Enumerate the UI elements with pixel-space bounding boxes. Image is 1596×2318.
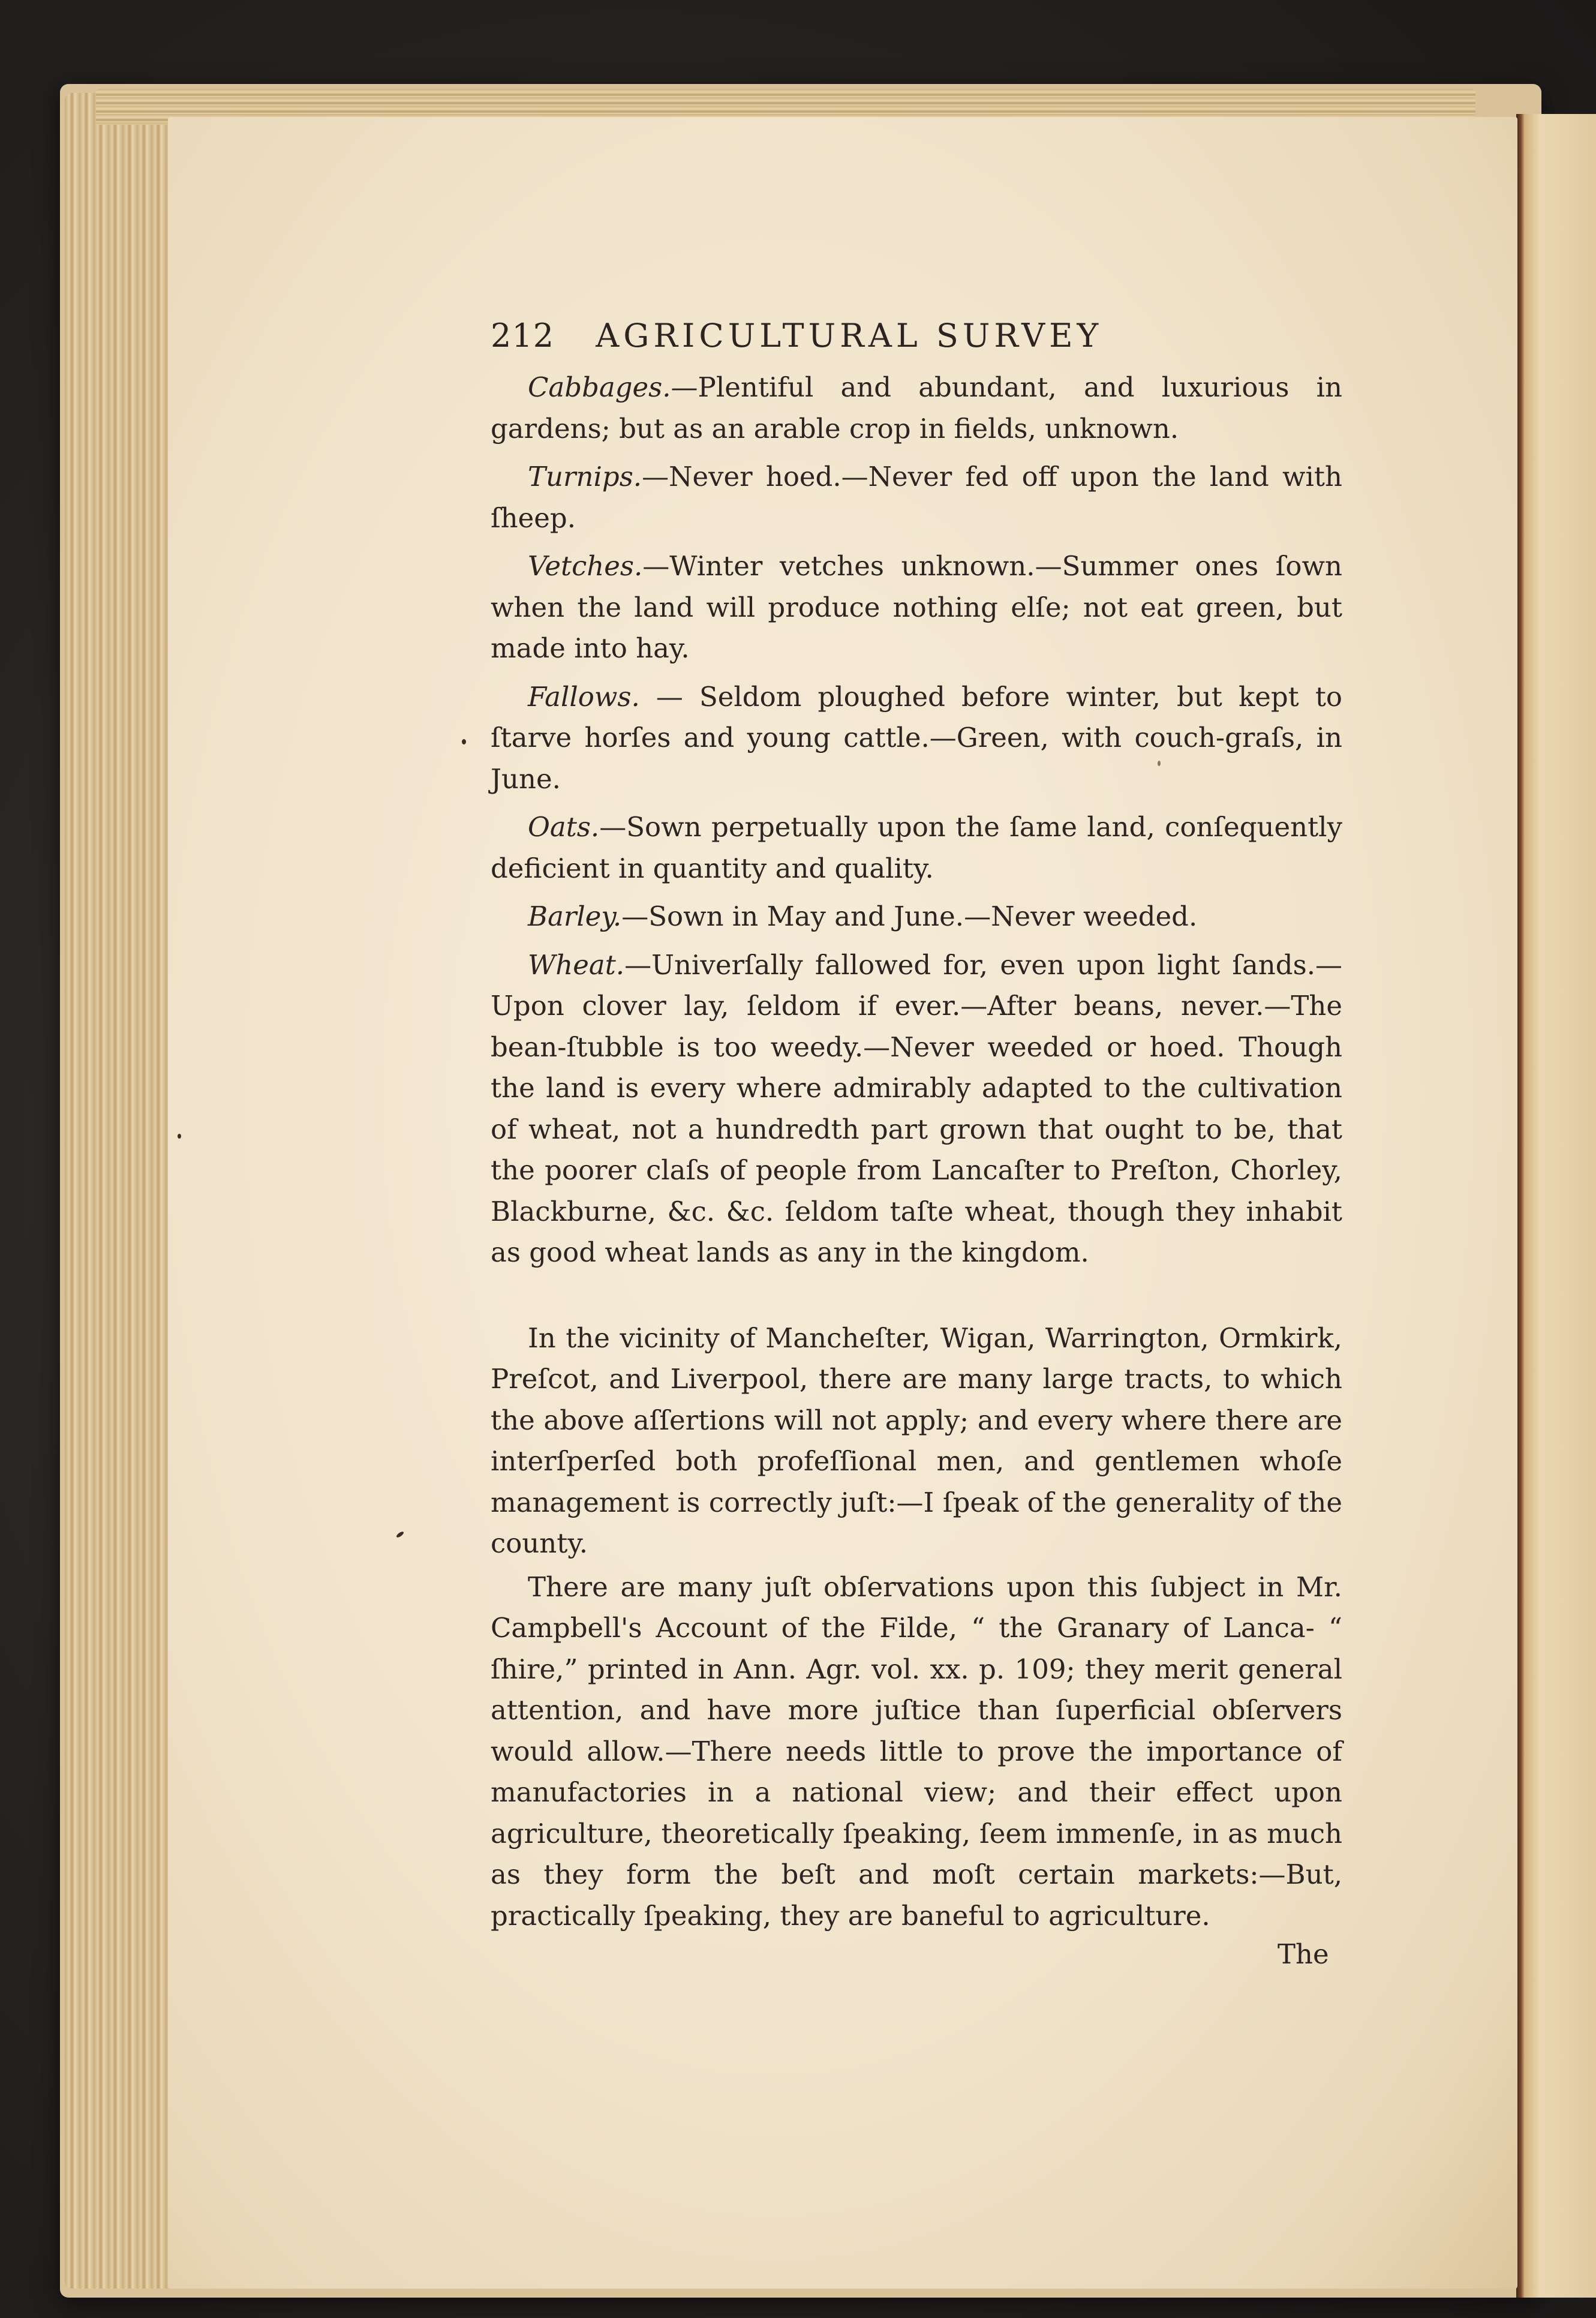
entry-term: Barley.: [528, 900, 622, 932]
running-head: [491, 316, 1342, 356]
entry-text: — Seldom ploughed before winter, but kept to ſtarve horſes and young cattle.—Green, with couch-graſs, in June.: [491, 680, 1342, 795]
entry-fallows: [491, 677, 1342, 800]
entry-text: —Plentiful and abundant, and luxurious in gardens; but as an arable crop in fields, unknown.: [491, 371, 1342, 445]
entry-wheat: [491, 945, 1342, 1274]
running-title: AGRICULTURAL SURVEY: [596, 317, 1103, 355]
ink-speck: [462, 739, 466, 744]
entry-term: Turnips.: [528, 461, 642, 493]
entry-text: —Never hoed.—Never fed off upon the land with ſheep.: [491, 461, 1342, 534]
paragraph-campbell: There are many juſt obſervations upon this ſubject in Mr. Campbell's Account of the Filde, “ the Granary of Lanca- “ ſhire,” printed in Ann. Agr. vol. xx. p. 109; they merit general attention, and have more juſtice than ſuperficial obſervers would allow.—There needs little to prove the importance of manufactories in a national view; and their effect upon agriculture, theoretically ſpeaking, ſeem immenſe, in as much as they form the beſt and moſt certain markets:—But, practically ſpeaking, they are baneful to agriculture.: [491, 1571, 1342, 1932]
body-text: [491, 367, 1342, 1939]
entry-term: Cabbages.: [528, 371, 671, 403]
catchword: The: [1278, 1938, 1329, 1970]
entry-text: —Winter vetches unknown.—Summer ones ſown when the land will produce nothing elſe; not eat green, but made into hay.: [491, 550, 1342, 664]
entry-term: Wheat.: [528, 948, 625, 981]
entry-oats: [491, 807, 1342, 889]
entry-text: —Sown in May and June.—Never weeded.: [621, 900, 1198, 932]
entry-vetches: [491, 546, 1342, 669]
entry-term: Vetches.: [528, 550, 643, 582]
entry-cabbages: [491, 367, 1342, 449]
entry-text: —Univerſally fallowed for, even upon light ſands.—Upon clover lay, ſeldom if ever.—After beans, never.—The bean-ſtubble is too weedy.—Never weeded or hoed. Though the land is every where admirably adapted to the cultivation of wheat, not a hundredth part grown that ought to be, that the poorer claſs of people from Lancaſter to Preſton, Chorley, Blackburne, &c. &c. ſeldom taſte wheat, though they inhabit as good wheat lands as any in the kingdom.: [491, 948, 1342, 1268]
page-number: 212: [491, 317, 555, 355]
ink-speck: [1158, 761, 1161, 766]
entry-turnips: [491, 457, 1342, 539]
entry-barley: [491, 896, 1342, 938]
facing-page-edge: [1516, 114, 1596, 2298]
entry-term: Fallows.: [528, 680, 640, 713]
paragraph-vicinity: In the vicinity of Mancheſter, Wigan, Warrington, Ormkirk, Preſcot, and Liverpool, there are many large tracts, to which the above aſſertions will not apply; and every where there are interſperſed both profeſſional men, and gentlemen whoſe management is correctly juſt:—I ſpeak of the generality of the county.: [491, 1322, 1342, 1559]
ink-speck: [178, 1134, 181, 1139]
entry-term: Oats.: [528, 811, 600, 843]
section-gap: [491, 1281, 1342, 1318]
entry-text: —Sown perpetually upon the ſame land, conſequently deficient in quantity and quality.: [491, 811, 1342, 884]
